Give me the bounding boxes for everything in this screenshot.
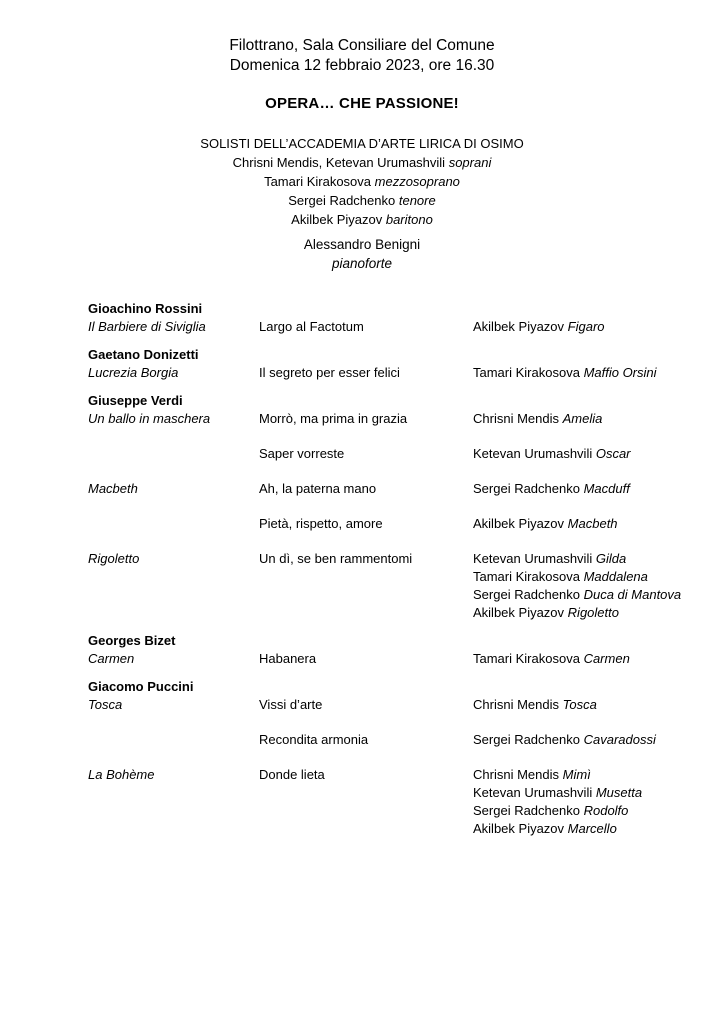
singer-name: Sergei Radchenko [473, 587, 580, 602]
cast-line [473, 515, 708, 533]
role-name: Rigoletto [567, 605, 619, 620]
composer-name: Gioachino Rossini [88, 301, 203, 316]
role-name: Oscar [595, 446, 631, 461]
concert-title: OPERA… CHE PASSIONE! [265, 95, 459, 112]
cast-line [473, 784, 708, 802]
composer-name: Georges Bizet [88, 633, 176, 648]
soloist-line [0, 191, 724, 210]
soloist-names: Chrisni Mendis, Ketevan Urumashvili [232, 155, 446, 170]
cast-line [473, 820, 708, 838]
venue-line: Filottrano, Sala Consiliare del Comune [229, 37, 495, 54]
soloists-section [0, 134, 724, 229]
singer-name: Sergei Radchenko [473, 481, 580, 496]
aria-title: Recondita armonia [259, 732, 369, 747]
role-name: Cavaradossi [583, 732, 656, 747]
composer-block [88, 392, 708, 622]
role-name: Carmen [583, 651, 630, 666]
opera-title: Un ballo in maschera [88, 411, 211, 426]
soloist-line [0, 153, 724, 172]
program-row [88, 650, 708, 668]
program-row [88, 696, 708, 714]
program-row [88, 364, 708, 382]
singer-name: Chrisni Mendis [473, 697, 559, 712]
cast-list [473, 731, 708, 749]
composer-block [88, 632, 708, 668]
soloist-voice: tenore [398, 193, 436, 208]
role-name: Maffio Orsini [583, 365, 657, 380]
composer-block [88, 346, 708, 382]
opera-title [88, 731, 259, 749]
soloist-voice: soprani [448, 155, 492, 170]
date-time-line: Domenica 12 febbraio 2023, ore 16.30 [229, 57, 495, 74]
singer-name: Tamari Kirakosova [473, 365, 580, 380]
soloist-names: Sergei Radchenko [288, 193, 396, 208]
singer-name: Chrisni Mendis [473, 767, 559, 782]
singer-name: Ketevan Urumashvili [473, 551, 593, 566]
cast-line [473, 480, 708, 498]
cast-line [473, 696, 708, 714]
program-listing [88, 300, 708, 848]
cast-line [473, 364, 708, 382]
composer-name: Giuseppe Verdi [88, 393, 183, 408]
cast-list [473, 445, 708, 463]
cast-line [473, 586, 708, 604]
academy-line: SOLISTI DELL’ACCADEMIA D’ARTE LIRICA DI OSIMO [200, 136, 524, 151]
singer-name: Akilbek Piyazov [473, 605, 565, 620]
role-name: Figaro [567, 319, 605, 334]
opera-title: Lucrezia Borgia [88, 365, 179, 380]
singer-name: Tamari Kirakosova [473, 569, 580, 584]
singer-name: Akilbek Piyazov [473, 319, 565, 334]
cast-line [473, 445, 708, 463]
composer-name: Giacomo Puccini [88, 679, 194, 694]
role-name: Mimì [562, 767, 591, 782]
pianist-name: Alessandro Benigni [303, 237, 421, 252]
singer-name: Ketevan Urumashvili [473, 446, 593, 461]
singer-name: Sergei Radchenko [473, 732, 580, 747]
role-name: Gilda [595, 551, 627, 566]
program-row [88, 731, 708, 749]
cast-line [473, 410, 708, 428]
cast-line [473, 568, 708, 586]
program-row [88, 318, 708, 336]
role-name: Macduff [583, 481, 630, 496]
cast-list [473, 650, 708, 668]
soloist-names: Akilbek Piyazov [291, 212, 383, 227]
pianist-section [0, 235, 724, 273]
pianist-instrument: pianoforte [331, 256, 393, 271]
aria-title: Ah, la paterna mano [259, 481, 377, 496]
aria-title: Pietà, rispetto, amore [259, 516, 383, 531]
aria-title: Habanera [259, 651, 317, 666]
aria-title: Morrò, ma prima in grazia [259, 411, 408, 426]
singer-name: Chrisni Mendis [473, 411, 559, 426]
soloist-line [0, 210, 724, 229]
opera-title: Macbeth [88, 481, 138, 496]
soloist-line [0, 172, 724, 191]
cast-line [473, 766, 708, 784]
opera-title: Carmen [88, 651, 135, 666]
role-name: Tosca [562, 697, 597, 712]
program-row [88, 410, 708, 428]
program-row [88, 445, 708, 463]
aria-title: Vissi d’arte [259, 697, 323, 712]
soloist-voice: baritono [385, 212, 433, 227]
role-name: Amelia [562, 411, 603, 426]
singer-name: Sergei Radchenko [473, 803, 580, 818]
role-name: Marcello [567, 821, 617, 836]
opera-title: Tosca [88, 697, 123, 712]
soloist-voice: mezzosoprano [374, 174, 460, 189]
singer-name: Akilbek Piyazov [473, 516, 565, 531]
cast-list [473, 696, 708, 714]
cast-line [473, 550, 708, 568]
program-row [88, 766, 708, 838]
cast-list [473, 550, 708, 622]
cast-line [473, 650, 708, 668]
role-name: Rodolfo [583, 803, 629, 818]
cast-line [473, 318, 708, 336]
cast-line [473, 604, 708, 622]
composer-block [88, 300, 708, 336]
role-name: Maddalena [583, 569, 648, 584]
cast-line [473, 731, 708, 749]
cast-list [473, 364, 708, 382]
aria-title: Il segreto per esser felici [259, 365, 400, 380]
opera-title: La Bohème [88, 767, 155, 782]
program-row [88, 550, 708, 622]
opera-title: Rigoletto [88, 551, 140, 566]
aria-title: Un dì, se ben rammentomi [259, 551, 413, 566]
cast-list [473, 480, 708, 498]
aria-title: Saper vorreste [259, 446, 345, 461]
role-name: Macbeth [567, 516, 618, 531]
cast-line [473, 802, 708, 820]
opera-title: Il Barbiere di Siviglia [88, 319, 206, 334]
header [0, 36, 724, 76]
role-name: Musetta [595, 785, 643, 800]
opera-title [88, 515, 259, 533]
cast-list [473, 766, 708, 838]
program-row [88, 480, 708, 498]
aria-title: Donde lieta [259, 767, 325, 782]
role-name: Duca di Mantova [583, 587, 682, 602]
program-row [88, 515, 708, 533]
cast-list [473, 515, 708, 533]
soloist-names: Tamari Kirakosova [264, 174, 372, 189]
composer-block [88, 678, 708, 838]
singer-name: Akilbek Piyazov [473, 821, 565, 836]
singer-name: Ketevan Urumashvili [473, 785, 593, 800]
composer-name: Gaetano Donizetti [88, 347, 199, 362]
aria-title: Largo al Factotum [259, 319, 364, 334]
cast-list [473, 318, 708, 336]
opera-title [88, 445, 259, 463]
cast-list [473, 410, 708, 428]
singer-name: Tamari Kirakosova [473, 651, 580, 666]
